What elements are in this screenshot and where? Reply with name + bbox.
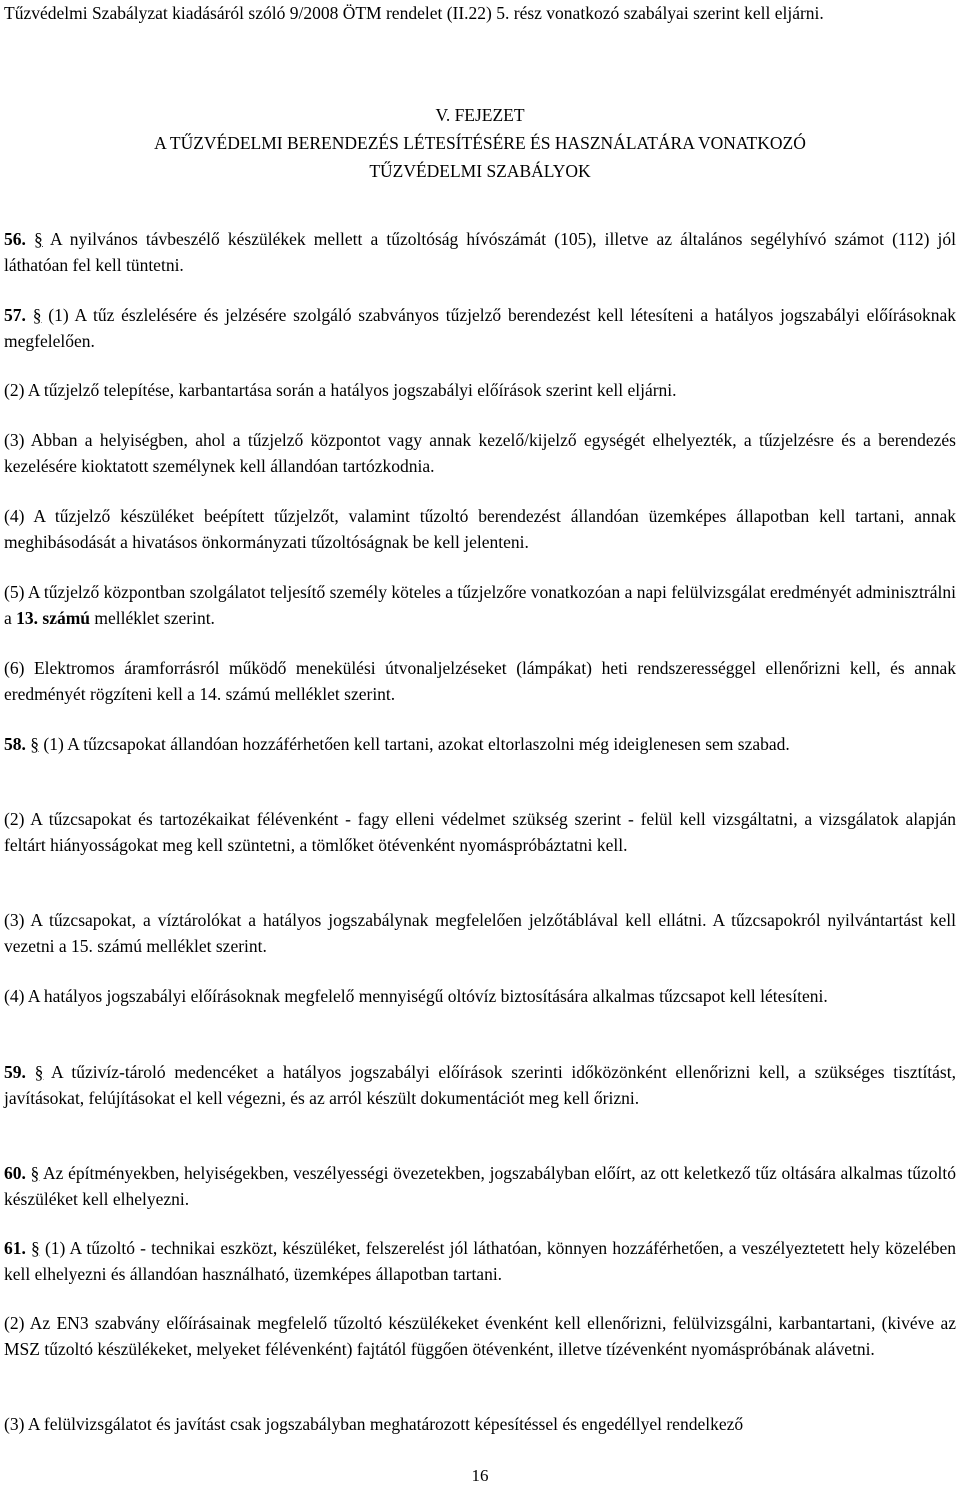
section-text: Az építményekben, helyiségekben, veszélyességi övezetekben, jogszabályban előírt, az ott keletkező tűz oltására alkalmas tűzoltó készüléket kell elhelyezni. [4,1163,956,1209]
section-61-1 [4,1235,956,1287]
section-58-4: (4) A hatályos jogszabályi előírásoknak megfelelő mennyiségű oltóvíz biztosítására alkalmas tűzcsapot kell létesíteni. [4,986,828,1006]
paragraph-sign: § [30,1163,40,1183]
section-57-1 [4,302,956,354]
section-number: 59. [4,1062,26,1082]
paragraph-sign: § [30,734,39,754]
chapter-title-line-1: A TŰZVÉDELMI BERENDEZÉS LÉTESÍTÉSÉRE ÉS HASZNÁLATÁRA VONATKOZÓ [154,133,806,153]
section-57-5 [4,579,956,631]
section-57-4: (4) A tűzjelző készüléket beépített tűzjelzőt, valamint tűzoltó berendezést állandóan üzemképes állapotban kell tartani, annak meghibásodását a hivatásos önkormányzati tűzoltóságnak be kell jelenteni. [4,506,956,552]
section-59 [4,1059,956,1111]
section-text: (1) A tűz észlelésére és jelzésére szolgáló szabványos tűzjelző berendezést kell létesíteni a hatályos jogszabályi előírásoknak megfelelően. [4,305,957,351]
paragraph-sign: § [32,305,42,325]
section-text: A tűzivíz-tároló medencéket a hatályos jogszabályi előírások szerinti időközönként ellenőrizni kell, a szükséges tisztítást, javításokat, felújításokat el kell végezni, és az arról készült dokumentációt meg kell őrizni. [4,1062,956,1108]
section-text: (1) A tűzoltó - technikai eszközt, készüléket, felszerelést jól láthatóan, könnyen hozzáférhetően, a veszélyeztetett hely közelében kell elhelyezni és állandóan használható, üzemképes állapotban tartani. [4,1238,957,1284]
section-60 [4,1160,956,1212]
page-number: 16 [471,1466,489,1485]
section-61-2: (2) Az EN3 szabvány előírásainak megfelelő tűzoltó készülékeket évenként kell ellenőrizni, felülvizsgálni, karbantartani, (kivéve az MSZ tűzoltó készülékeket, melyeket félévenként) fajtától függően ötévenként, illetve tízévenként nyomáspróbának alávetni. [4,1313,956,1359]
section-61-3: (3) A felülvizsgálatot és javítást csak jogszabályban meghatározott képesítéssel és engedéllyel rendelkező [4,1414,744,1434]
section-text: A nyilvános távbeszélő készülékek mellett a tűzoltóság hívószámát (105), illetve az általános segélyhívó számot (112) jól láthatóan fel kell tüntetni. [4,229,957,275]
section-number: 58. [4,734,26,754]
paragraph-sign: § [31,1238,40,1258]
annex-reference: 13. számú [16,608,91,628]
section-56 [4,226,956,278]
section-58-2: (2) A tűzcsapokat és tartozékaikat félévenként - fagy elleni védelmet szükség szerint - felül kell vizsgáltatni, a vizsgálatok alapján feltárt hiányosságokat meg kell szüntetni, a tömlőket ötévenként nyomáspróbáztatni kell. [4,809,956,855]
section-text-end: melléklet szerint. [90,608,215,628]
section-57-2: (2) A tűzjelző telepítése, karbantartása során a hatályos jogszabályi előírások szerint kell eljárni. [4,380,677,400]
section-number: 60. [4,1163,26,1183]
section-57-3: (3) Abban a helyiségben, ahol a tűzjelző központot vagy annak kezelő/kijelző egységét elhelyezték, a tűzjelzésre és a berendezés kezelésére kioktatott személynek kell állandóan tartózkodnia. [4,430,956,476]
section-number: 61. [4,1238,26,1258]
chapter-heading [4,101,956,185]
section-57-6: (6) Elektromos áramforrásról működő menekülési útvonaljelzéseket (lámpákat) heti rendszerességgel ellenőrizni kell, és annak eredményét rögzíteni kell a 14. számú melléklet szerint. [4,658,956,704]
section-58-3: (3) A tűzcsapokat, a víztárolókat a hatályos jogszabálynak megfelelően jelzőtáblával kell ellátni. A tűzcsapokról nyilvántartást kell vezetni a 15. számú melléklet szerint. [4,910,956,956]
chapter-number: V. FEJEZET [435,105,525,125]
section-text: (5) A tűzjelző központban szolgálatot teljesítő személy köteles a tűzjelzőre vonatkozóan a napi felülvizsgálat eredményét adminisztrálni a [4,582,956,628]
section-text: (1) A tűzcsapokat állandóan hozzáférhetően kell tartani, azokat eltorlaszolni még ideiglenesen sem szabad. [43,734,790,754]
section-58-1 [4,731,956,757]
paragraph-sign: § [34,229,43,249]
section-number: 57. [4,305,26,325]
chapter-title-line-2: TŰZVÉDELMI SZABÁLYOK [369,161,591,181]
intro-paragraph: Tűzvédelmi Szabályzat kiadásáról szóló 9/2008 ÖTM rendelet (II.22) 5. rész vonatkozó szabályai szerint kell eljárni. [4,3,824,23]
paragraph-sign: § [34,1062,44,1082]
section-number: 56. [4,229,26,249]
